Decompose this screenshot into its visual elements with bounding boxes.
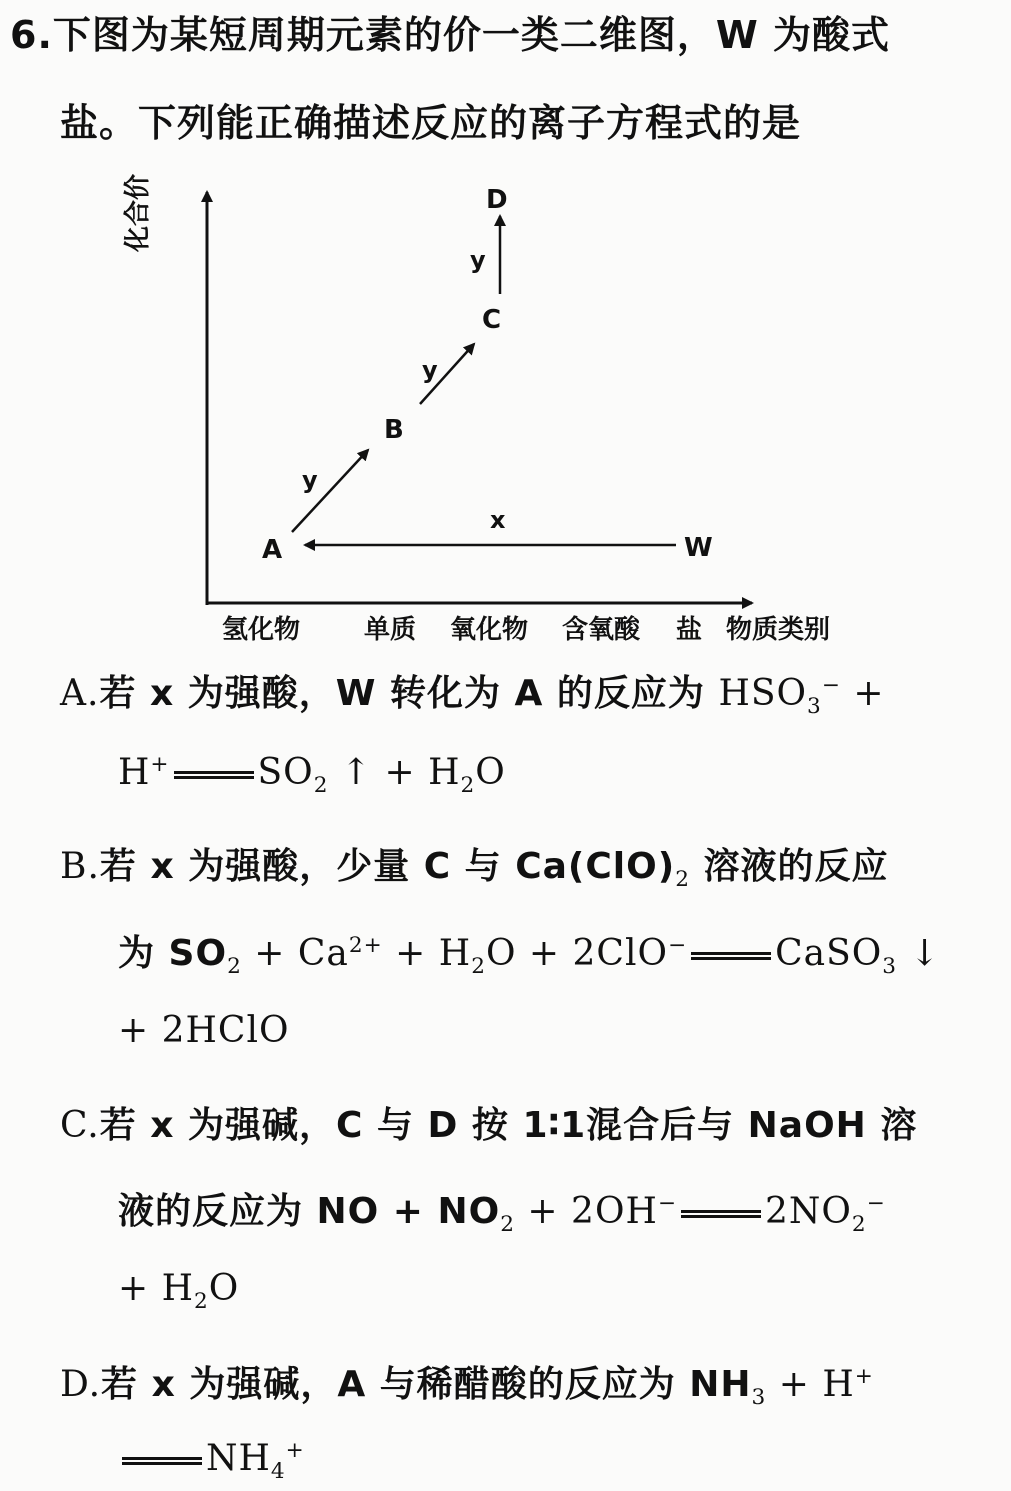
option-c-line2: 液的反应为 NO + $NO_2 + 2OH^-$ $2NO_2^-$ bbox=[118, 1191, 886, 1238]
arrow-label-y3: y bbox=[470, 246, 486, 274]
x-category-salt: 盐 bbox=[676, 615, 703, 645]
x-category-oxyacid: 含氧酸 bbox=[562, 615, 641, 645]
arrow-label-y2: y bbox=[422, 356, 438, 384]
point-w: W bbox=[684, 533, 713, 563]
equals-sign bbox=[681, 1210, 761, 1218]
point-b: B bbox=[384, 415, 404, 445]
x-category-oxide: 氧化物 bbox=[450, 615, 529, 645]
arrow-label-y1: y bbox=[302, 466, 318, 494]
option-a-line1: A.若 x 为强酸，W 转化为 A 的反应为 $HSO_3^-$ + bbox=[60, 673, 885, 720]
option-b-line2: 为 $SO_2 + Ca^{2+} + H_2O + 2ClO^-$ CaSO$_3$ ↓ bbox=[118, 933, 941, 980]
x-category-hydride: 氢化物 bbox=[222, 615, 301, 645]
option-c-line1: C.若 x 为强碱，C 与 D 按 1∶1混合后与 NaOH 溶 bbox=[60, 1105, 918, 1146]
option-a-line2: H+ $SO_2$ ↑ + $H_2O$ bbox=[118, 752, 506, 799]
valence-class-diagram bbox=[0, 170, 1011, 650]
point-d: D bbox=[486, 185, 508, 215]
question-number: 6. bbox=[10, 13, 53, 57]
x-axis-label: 物质类别 bbox=[726, 615, 831, 645]
option-d-line1: D.若 x 为强碱，A 与稀醋酸的反应为 $NH_3 + H^+$ bbox=[60, 1364, 874, 1411]
x-category-element: 单质 bbox=[364, 615, 417, 645]
equals-sign bbox=[174, 771, 254, 779]
option-b-line3: + 2HClO bbox=[118, 1010, 290, 1051]
question-stem-line1: 6.下图为某短周期元素的价一类二维图，W 为酸式 bbox=[10, 13, 891, 57]
option-d-line2: $NH_4^+$ bbox=[118, 1438, 305, 1484]
point-c: C bbox=[482, 305, 502, 335]
option-b-line1: B.若 x 为强酸，少量 C 与 $Ca(ClO)_2$ 溶液的反应 bbox=[60, 846, 889, 893]
y-axis-label: 化合价 bbox=[123, 173, 153, 252]
arrow-label-x: x bbox=[490, 506, 506, 534]
equals-sign bbox=[691, 952, 771, 960]
point-a: A bbox=[262, 535, 283, 565]
option-c-line3: + $H_2O$ bbox=[118, 1268, 240, 1315]
question-stem-line2: 盐。下列能正确描述反应的离子方程式的是 bbox=[60, 101, 802, 145]
equals-sign bbox=[122, 1457, 202, 1465]
